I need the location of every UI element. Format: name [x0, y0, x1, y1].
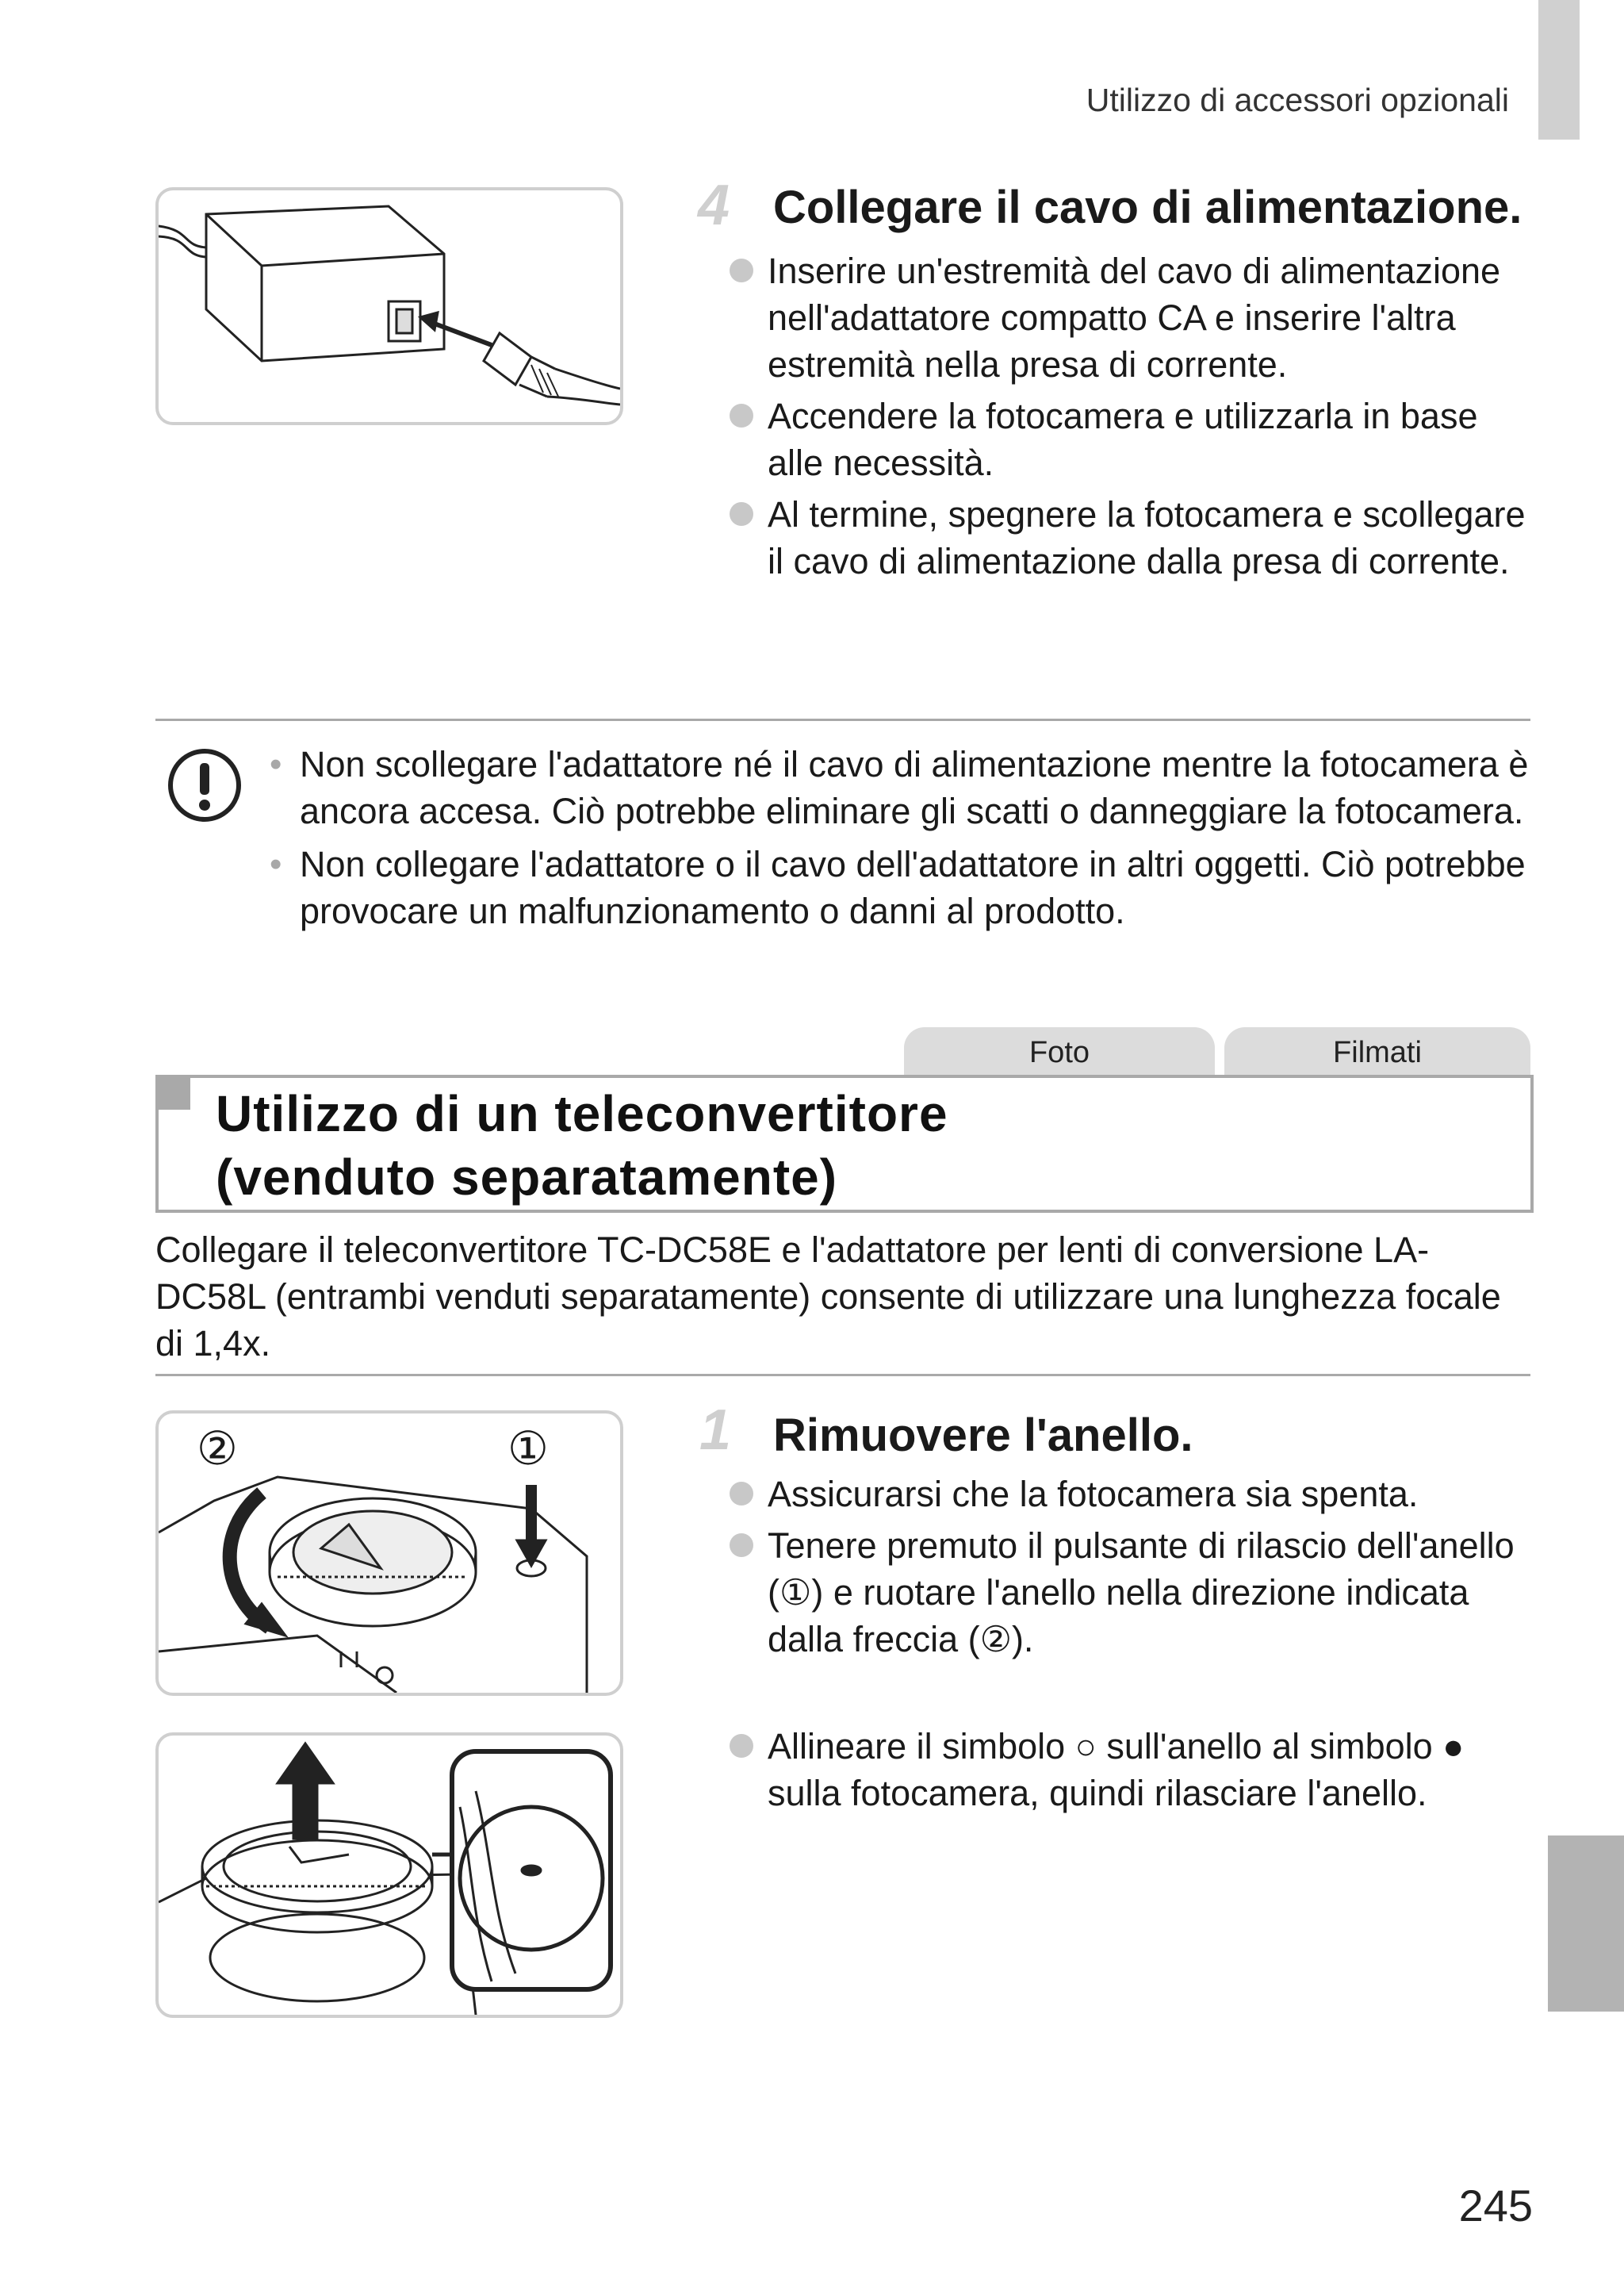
caution-list [268, 741, 1529, 941]
ring-alignment-illustration [159, 1736, 620, 2015]
step-instructions [730, 1471, 1538, 1667]
divider [155, 1374, 1530, 1376]
step-instructions [730, 247, 1530, 589]
ac-adapter-figure [155, 187, 623, 425]
instruction-item: Tenere premuto il pulsante di rilascio dell'anello (①) e ruotare l'anello nella direzione indicata dalla freccia (②). [730, 1522, 1538, 1663]
chapter-tab-marker [1538, 0, 1580, 140]
caution-item: • Non scollegare l'adattatore né il cavo di alimentazione mentre la fotocamera è ancora accesa. Ciò potrebbe eliminare gli scatti o danneggiare la fotocamera. [268, 741, 1529, 834]
instruction-item: Accendere la fotocamera e utilizzarla in base alle necessità. [730, 393, 1530, 486]
step-number: 4 [698, 174, 730, 237]
figure-label-two: ② [197, 1423, 238, 1475]
section-title-line1: Utilizzo di un teleconvertitore [216, 1085, 948, 1142]
chapter-index-tab [1548, 1835, 1624, 2012]
figure-label-one: ① [508, 1423, 549, 1475]
instruction-item: Inserire un'estremità del cavo di alimentazione nell'adattatore compatto CA e inserire l'altra estremità nella presa di corrente. [730, 247, 1530, 388]
align-ring-figure [155, 1732, 623, 2018]
alignment-instructions [730, 1723, 1538, 1816]
step-title: Collegare il cavo di alimentazione. [773, 182, 1522, 233]
page-number: 245 [1458, 2181, 1533, 2231]
divider [155, 719, 1530, 721]
tab-movie: Filmati [1224, 1027, 1530, 1078]
step-title: Rimuovere l'anello. [773, 1410, 1193, 1461]
ac-adapter-illustration [159, 190, 620, 422]
instruction-item: Allineare il simbolo ○ sull'anello al simbolo ● sulla fotocamera, quindi rilasciare l'anello. [730, 1723, 1538, 1816]
running-header: Utilizzo di accessori opzionali [1086, 82, 1509, 118]
tab-photo: Foto [904, 1027, 1215, 1078]
section-intro: Collegare il teleconvertitore TC-DC58E e l'adattatore per lenti di conversione LA-DC58L (entrambi venduti separatamente) consente di utilizzare una lunghezza focale di 1,4x. [155, 1229, 1501, 1364]
instruction-item: Assicurarsi che la fotocamera sia spenta. [730, 1471, 1538, 1517]
section-heading-marker [155, 1075, 190, 1110]
section-title-line2: (venduto separatamente) [216, 1149, 838, 1206]
caution-item: • Non collegare l'adattatore o il cavo dell'adattatore in altri oggetti. Ciò potrebbe provocare un malfunzionamento o danni al prodotto. [268, 841, 1529, 934]
caution-icon [167, 747, 243, 823]
instruction-item: Al termine, spegnere la fotocamera e scollegare il cavo di alimentazione dalla presa di corrente. [730, 491, 1530, 585]
step-number: 1 [699, 1398, 732, 1462]
